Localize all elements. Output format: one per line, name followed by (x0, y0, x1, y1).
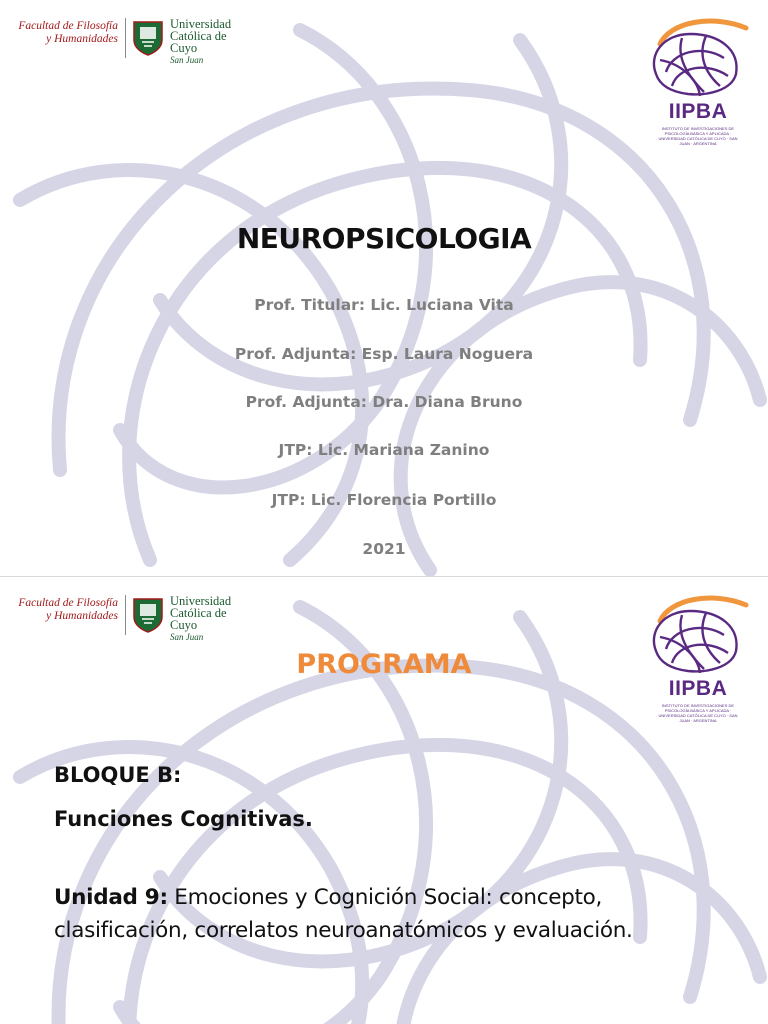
logo-divider (125, 18, 126, 58)
year-label: 2021 (362, 540, 406, 558)
unit-description (54, 881, 734, 947)
iipba-name: IIPBA (668, 677, 728, 700)
university-name: Universidad Católica de Cuyo San Juan (170, 594, 232, 642)
iipba-tagline: INSTITUTO DE INVESTIGACIONES DE PSICOLOGÍA BÁSICA Y APLICADA · UNIVERSIDAD CATÓLICA DE CUYO · SAN JUAN · ARGENTINA (658, 703, 738, 723)
staff-line: JTP: Lic. Mariana Zanino (278, 441, 490, 459)
unit-label: Unidad 9: (54, 885, 168, 910)
slide-program (0, 577, 768, 1024)
iipba-brain-icon (642, 14, 754, 100)
block-heading: BLOQUE B: (54, 763, 182, 787)
iipba-logo (642, 14, 754, 154)
staff-line: Prof. Adjunta: Dra. Diana Bruno (245, 393, 523, 411)
staff-line: Prof. Adjunta: Esp. Laura Noguera (234, 345, 534, 363)
university-logo (12, 594, 252, 642)
iipba-tagline: INSTITUTO DE INVESTIGACIONES DE PSICOLOGÍA BÁSICA Y APLICADA · UNIVERSIDAD CATÓLICA DE CUYO · SAN JUAN · ARGENTINA (658, 126, 738, 146)
university-name: Universidad Católica de Cuyo San Juan (170, 17, 232, 65)
faculty-name: Facultad de Filosofía y Humanidades (18, 20, 118, 45)
program-title: PROGRAMA (296, 649, 472, 680)
university-shield-icon (132, 597, 164, 633)
logo-divider (125, 595, 126, 635)
course-title: NEUROPSICOLOGIA (236, 222, 532, 255)
iipba-name: IIPBA (668, 100, 728, 123)
unit-text: Emociones y Cognición Social: concepto, clasificación, correlatos neuroanatómicos y evaluación. (54, 885, 633, 943)
staff-line: Prof. Titular: Lic. Luciana Vita (254, 296, 514, 314)
university-shield-icon (132, 20, 164, 56)
faculty-name: Facultad de Filosofía y Humanidades (18, 597, 118, 622)
university-logo (12, 17, 252, 65)
staff-line: JTP: Lic. Florencia Portillo (271, 491, 497, 509)
block-subtitle: Funciones Cognitivas. (54, 807, 313, 831)
